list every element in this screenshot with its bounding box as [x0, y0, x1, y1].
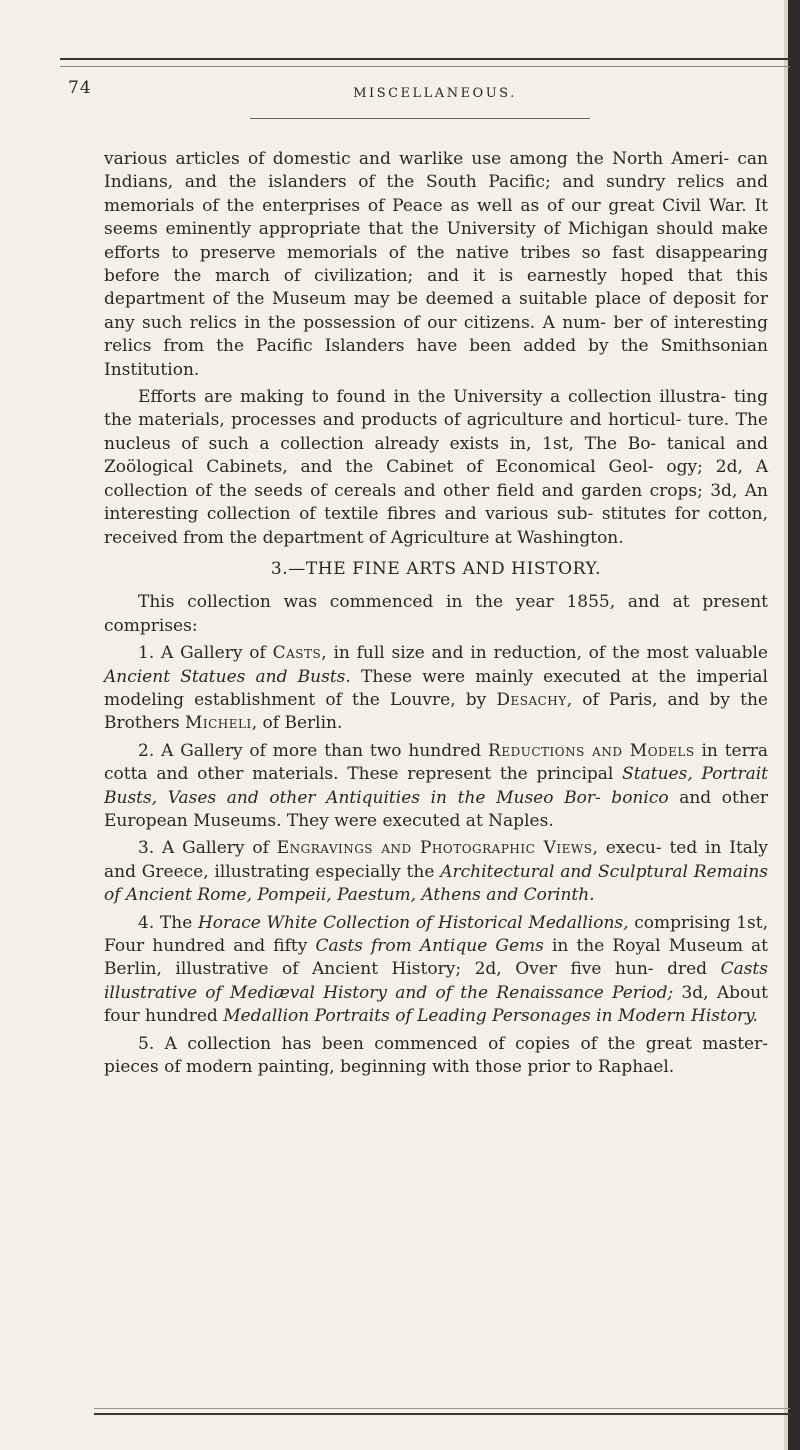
list-item-paintings: 5. A collection has been commenced of copies of the great master- pieces of modern painting, beginning with those prior to Raphael.: [104, 1033, 768, 1078]
list-item-casts: 1. A Gallery of Casts, in full size and in reduction, of the most valuable Ancient Statues and Busts. These were mainly executed at the imperial modeling establishment of the Louvre, by Desachy, of Paris, and by the Brothers Micheli, of Berlin.: [104, 643, 768, 734]
term-medallion-portraits: Medallion Portraits of Leading Personages in Modern History.: [223, 1006, 758, 1027]
term-horace-white: Horace White Collection of Historical Medallions,: [197, 912, 629, 933]
term-ancient-statues: Ancient Statues and Busts.: [104, 666, 351, 687]
list-item-medallions: 4. The Horace White Collection of Historical Medallions, comprising 1st, Four hundred and fifty Casts from Antique Gems in the Royal Museum at Berlin, illustrative of Ancient History; 2d, Over five hun- dred Casts illustrative of Mediæval History and of the Renaissance Period; 3d, About four hundred Medallion Portraits of Leading Personages in Modern History.: [104, 912, 769, 1027]
page-edge-dark: [788, 0, 800, 1450]
name-micheli: Micheli: [184, 713, 252, 734]
term-architectural-remains: Architectural and Sculptural Remains of Ancient Rome, Pompeii, Paestum, Athens and Corinth.: [104, 861, 768, 906]
top-border-subrule: [60, 66, 790, 67]
running-head: MISCELLANEOUS.: [353, 86, 517, 101]
paragraph-agriculture: Efforts are making to found in the University a collection illustra- ting the materials, processes and products of agriculture and horticul- ture. The nucleus of such a collection already exists in, 1st, The Bo- tanical and Zoölogical Cabinets, and the Cabinet of Economical Geol- ogy; 2d, A collection of the seeds of cereals and other field and garden crops; 3d, An interesting collection of textile fibres and various sub- stitutes for cotton, received from the department of Agriculture at Washington.: [104, 387, 768, 548]
term-museo-borbonico: Statues, Portrait Busts, Vases and other Antiquities in the Museo Bor- bonico: [104, 764, 768, 808]
list-item-engravings: 3. A Gallery of Engravings and Photographic Views, execu- ted in Italy and Greece, illustrating especially the Architectural and Sculptural Remains of Ancient Rome, Pompeii, Paestum, Athens and Corinth.: [104, 838, 768, 906]
page-number: 74: [68, 78, 92, 98]
term-engravings: Engravings and Photographic Views: [276, 838, 593, 859]
page-body: [104, 148, 768, 1083]
paragraph-collection-intro: This collection was commenced in the year 1855, and at present comprises:: [104, 592, 768, 636]
term-antique-gems: Casts from Antique Gems: [315, 936, 544, 956]
bottom-border-subrule: [94, 1408, 790, 1409]
top-border-rule: [60, 58, 790, 60]
term-casts: Casts: [272, 643, 322, 664]
section-heading: 3.—THE FINE ARTS AND HISTORY.: [270, 558, 602, 579]
paragraph-indian-relics: various articles of domestic and warlike use among the North Ameri- can Indians, and the islanders of the South Pacific; and sundry relics and memorials of the enterprises of Peace as well as of our great Civil War. It seems eminently appropriate that the University of Michigan should make efforts to preserve memorials of the native tribes so fast disappearing before the march of civilization; and it is earnestly hoped that this department of the Museum may be deemed a suitable place of deposit for any such relics in the possession of our citizens. A num- ber of interesting relics from the Pacific Islanders have been added by the Smithsonian Institution.: [104, 149, 768, 380]
header-rule: [250, 118, 590, 119]
term-mediaeval-history: Casts illustrative of Mediæval History and of the Renaissance Period;: [104, 959, 768, 1003]
list-item-reductions: 2. A Gallery of more than two hundred Reductions and Models in terra cotta and other materials. These represent the principal Statues, Portrait Busts, Vases and other Antiquities in the Museo Bor- bonico and other European Museums. They were executed at Naples.: [104, 740, 769, 831]
bottom-border-rule: [94, 1413, 790, 1415]
term-reductions-models: Reductions and Models: [488, 740, 695, 761]
name-desachy: Desachy: [496, 689, 567, 710]
